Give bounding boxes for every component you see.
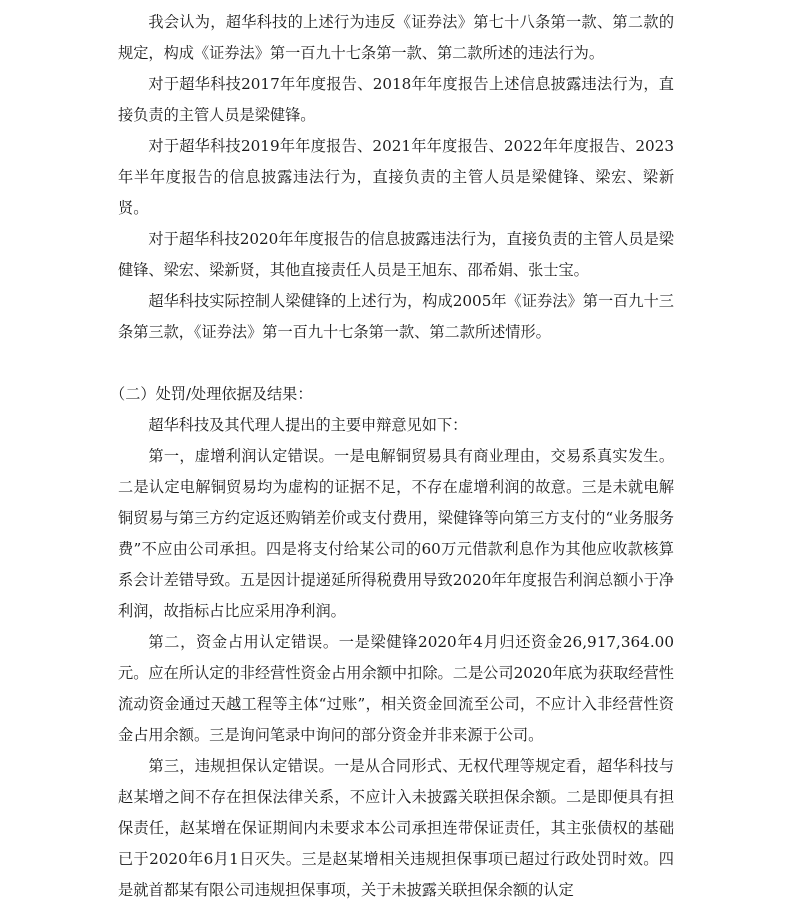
paragraph-defense-3: 第三，违规担保认定错误。一是从合同形式、无权代理等规定看，超华科技与赵某增之间不存在担保法律关系，不应计入未披露关联担保余额。二是即便具有担保责任，赵某增在保证期间内未要求本公司承担连带保证责任，其主张债权的基础已于2020年6月1日灭失。三是赵某增相关违规担保事项已超过行政处罚时效。四是就首都某有限公司违规担保事项，关于未披露关联担保余额的认定 <box>118 757 674 899</box>
paragraph-defense-2: 第二，资金占用认定错误。一是梁健锋2020年4月归还资金26,917,364.00元。应在所认定的非经营性资金占用余额中扣除。二是公司2020年底为获取经营性流动资金通过天越工程等主体“过账”，相关资金回流至公司，不应计入非经营性资金占用余额。三是询问笔录中询问的部分资金并非来源于公司。 <box>118 633 674 744</box>
paragraph-defense-intro: 超华科技及其代理人提出的主要申辩意见如下： <box>148 416 468 434</box>
paragraph-controller: 超华科技实际控制人梁健锋的上述行为，构成2005年《证券法》第一百九十三条第三款，《证券法》第一百九十七条第一款、第二款所述情形。 <box>118 292 674 341</box>
paragraph-responsible-2019-2023: 对于超华科技2019年年度报告、2021年年度报告、2022年年度报告、2023年半年度报告的信息披露违法行为，直接负责的主管人员是梁健锋、梁宏、梁新贤。 <box>118 137 674 217</box>
paragraph-defense-1: 第一，虚增利润认定错误。一是电解铜贸易具有商业理由，交易系真实发生。二是认定电解铜贸易均为虚构的证据不足，不存在虚增利润的故意。三是未就电解铜贸易与第三方约定返还购销差价或支付费用，梁健锋等向第三方支付的“业务服务费”不应由公司承担。四是将支付给某公司的60万元借款利息作为其他应收款核算系会计差错导致。五是因计提递延所得税费用导致2020年年度报告利润总额小于净利润，故指标占比应采用净利润。 <box>118 447 674 620</box>
spacer <box>118 348 674 379</box>
document-page <box>110 7 674 906</box>
paragraph-responsible-2020: 对于超华科技2020年年度报告的信息披露违法行为，直接负责的主管人员是梁健锋、梁宏、梁新贤，其他直接责任人员是王旭东、邵希娟、张士宝。 <box>118 230 674 279</box>
paragraph-conclusion: 我会认为，超华科技的上述行为违反《证券法》第七十八条第一款、第二款的规定，构成《证券法》第一百九十七条第一款、第二款所述的违法行为。 <box>118 13 674 62</box>
section-heading: （二）处罚/处理依据及结果： <box>110 385 313 403</box>
paragraph-responsible-2017-2018: 对于超华科技2017年年度报告、2018年年度报告上述信息披露违法行为，直接负责的主管人员是梁健锋。 <box>118 75 674 124</box>
